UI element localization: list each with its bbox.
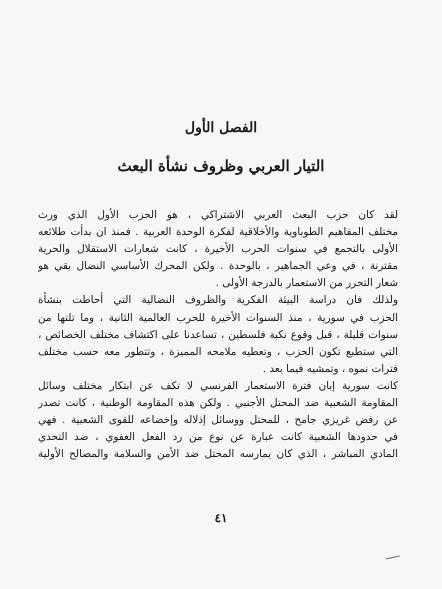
page-number: ٤١ xyxy=(214,511,228,525)
text-line: التي ستطبع تكون الحزب ، وتعطيه ملامحه المميزة ، وتتطور معه حسب مختلف xyxy=(38,345,398,358)
text-line: المادي المباشر ، الذي كان يمارسه المحتل ضد الأمن والسلامة والمصالح الأولية xyxy=(38,448,398,461)
text-line: كانت سورية إبان فترة الاستعمار الفرنسي لا تكف عن ابتكار مختلف وسائل xyxy=(38,379,398,392)
body-text xyxy=(38,207,398,463)
text-line: الأولى بالتجمع في سنوات الحرب الأخيرة ، كانت شعارات الاستقلال والحرية xyxy=(38,243,398,256)
text-line: عن رفض غريزي جامح ، للمحتل ووسائل إذلاله وإخضاعه للقوى الشعبية . فهي xyxy=(38,414,398,427)
section-title: التيار العربي وظروف نشأة البعث xyxy=(117,157,325,175)
text-line: ولذلك فان دراسة البيئة الفكرية والظروف النضالية التي أحاطت بنشأة xyxy=(38,294,398,307)
paragraph-2 xyxy=(38,292,398,377)
text-line: مقترنة ، في وعي الجماهير ، بالوحدة . ولكن المحرك الأساسي النضال بقي هو xyxy=(38,260,398,273)
text-line: في حدودها الشعبية كانت عبارة عن نوع من رد الفعل العفوي ، ضد التحدي xyxy=(38,431,398,444)
chapter-heading: الفصل الأول xyxy=(184,120,258,136)
text-line: مختلف المفاهيم الطوباوية والأخلاقية لفكرة الوحدة العربية . فمنذ ان بدأت طلائعه xyxy=(38,226,398,239)
text-line: سنوات قليلة ، قبل وقوع نكبة فلسطين ، تساعدنا على اكتشاف مختلف الخصائص ، xyxy=(38,328,398,341)
text-line: المقاومة الشعبية ضد المحتل الأجنبي . ولكن هذه المقاومة الوطنية ، كانت تصدر xyxy=(38,397,398,410)
text-line: الحزب في سورية ، منذ السنوات الأخيرة للحرب العالمية الثانية ، وما تلتها من xyxy=(38,311,398,324)
paragraph-1 xyxy=(38,207,398,292)
text-line: فترات نموه ، وتمشيه فيما بعد . xyxy=(262,362,398,375)
text-line: شعار التحرر من الاستعمار بالدرجة الأولى . xyxy=(215,277,398,290)
pencil-mark xyxy=(384,548,400,560)
paragraph-3 xyxy=(38,378,398,463)
text-line: لقد كان حزب البعث العربي الاشتراكي ، هو الحزب الأول الذي ورث xyxy=(38,209,398,221)
